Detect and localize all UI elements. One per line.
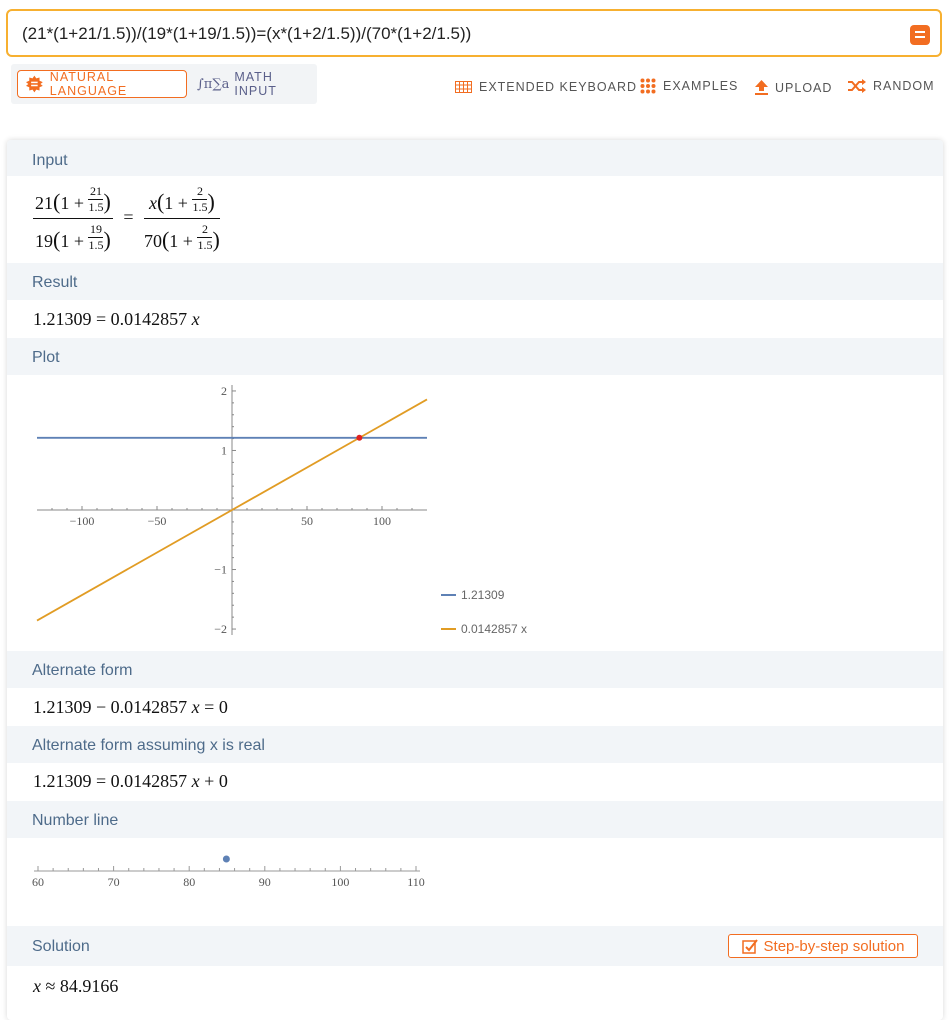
y-tick-label: −2 <box>214 622 227 637</box>
number-line-point <box>223 856 230 863</box>
natural-language-icon <box>26 75 43 93</box>
number-line-tick-label: 80 <box>183 875 196 889</box>
examples-label: EXAMPLES <box>663 79 739 93</box>
legend-label-1: 1.21309 <box>461 588 505 602</box>
natural-language-tab[interactable] <box>17 70 187 98</box>
checkbox-icon <box>742 939 758 954</box>
input-expression: 21(1 + $\frac{21}{1.5}$ ) 19(1 + $\frac{19}{1.5}$ ) = x(1 + $\frac{2}{1.5}$ ) 70(1 + $\frac{2}{1.5}$ ) <box>35 184 220 252</box>
result-expression: 1.21309 = 0.0142857 x <box>33 309 200 329</box>
alternate-form-header <box>7 651 943 688</box>
plot-pod-header <box>7 338 943 375</box>
examples-icon <box>640 78 656 94</box>
number-line-tick-label: 70 <box>107 875 120 889</box>
solution-title: Solution <box>32 938 90 955</box>
number-line-tick-label: 110 <box>407 875 425 889</box>
compute-button[interactable] <box>910 25 930 45</box>
input-pod-header <box>7 140 943 176</box>
x-tick-label: −50 <box>147 514 167 528</box>
search-bar[interactable] <box>6 9 942 57</box>
x-tick-label: 50 <box>301 514 313 528</box>
upload-label: UPLOAD <box>775 80 833 95</box>
step-by-step-label: Step-by-step solution <box>763 937 905 955</box>
intersection-point <box>356 435 362 441</box>
math-input-tab[interactable] <box>197 70 317 98</box>
search-input[interactable]: (21*(1+21/1.5))/(19*(1+19/1.5))=(x*(1+2/1.5))/(70*(1+2/1.5)) <box>22 24 472 43</box>
number-line-tick-label: 90 <box>258 875 271 889</box>
extended-keyboard-label: EXTENDED KEYBOARD <box>479 80 638 94</box>
number-line-header <box>7 801 943 838</box>
alternate-real-header <box>7 726 943 763</box>
number-line-chart <box>7 838 943 926</box>
alternate-form-title: Alternate form <box>32 662 133 679</box>
x-tick-label: 100 <box>373 514 391 528</box>
random-button[interactable] <box>848 79 935 93</box>
x-tick-label: −100 <box>69 514 95 528</box>
number-line-tick-label: 100 <box>331 875 350 889</box>
plot-chart <box>7 375 943 651</box>
upload-button[interactable] <box>755 80 832 95</box>
input-mode-switch <box>11 64 317 104</box>
input-pod-title: Input <box>32 152 68 169</box>
number-line-tick-label: 60 <box>32 875 44 889</box>
extended-keyboard-button[interactable] <box>455 80 637 94</box>
solution-header <box>7 926 943 966</box>
y-tick-label: 1 <box>221 443 227 458</box>
keyboard-icon <box>455 81 472 93</box>
random-label: RANDOM <box>873 79 935 93</box>
upload-icon <box>755 80 768 95</box>
result-pod-title: Result <box>32 274 78 291</box>
examples-button[interactable] <box>640 78 738 94</box>
results-card <box>7 140 943 1020</box>
result-pod-header <box>7 263 943 300</box>
plot-pod-title: Plot <box>32 349 60 366</box>
step-by-step-button[interactable] <box>728 934 918 958</box>
natural-language-label: NATURAL LANGUAGE <box>49 70 128 98</box>
solution-expression: x ≈ 84.9166 <box>33 976 119 996</box>
legend-label-2: 0.0142857 x <box>461 622 528 636</box>
number-line-title: Number line <box>32 812 119 829</box>
y-tick-label: −1 <box>214 562 227 577</box>
alternate-real-expression: 1.21309 = 0.0142857 x + 0 <box>33 771 228 791</box>
y-tick-label: 2 <box>221 383 227 398</box>
alternate-form-expression: 1.21309 − 0.0142857 x = 0 <box>33 697 228 717</box>
alternate-real-title: Alternate form assuming x is real <box>32 737 265 754</box>
shuffle-icon <box>848 79 866 93</box>
math-input-icon: ∫π∑a <box>197 76 230 92</box>
math-input-label: MATH INPUT <box>234 70 277 98</box>
